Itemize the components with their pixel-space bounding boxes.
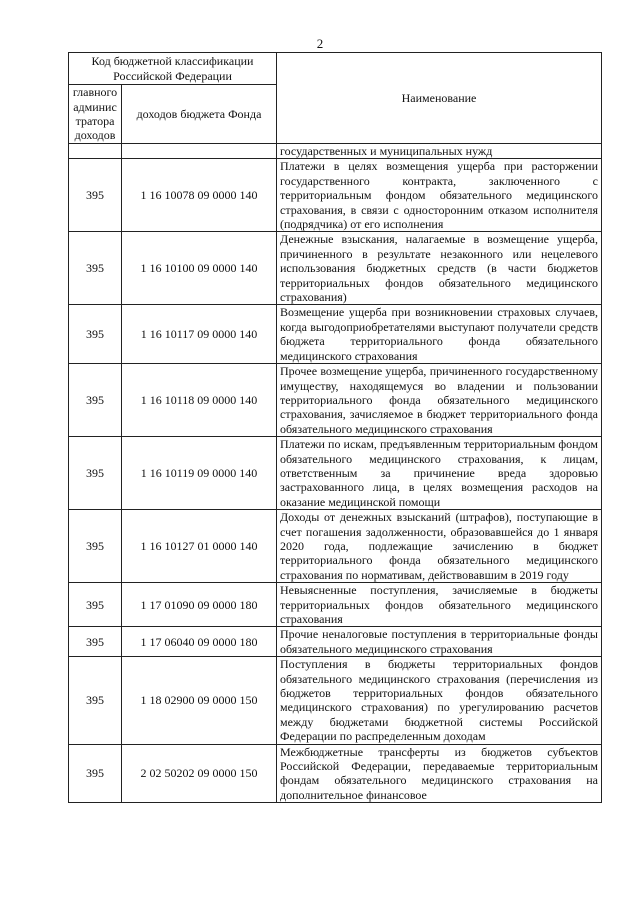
admin-code-cell: 395 bbox=[69, 437, 122, 510]
table-row bbox=[69, 744, 602, 803]
name-cell: Межбюджетные трансферты из бюджетов субъектов Российской Федерации, передаваемые территориальным фондам обязательного медицинского страхования на дополнительное финансовое bbox=[277, 744, 602, 803]
budget-classification-table bbox=[68, 52, 602, 803]
header-income: доходов бюджета Фонда bbox=[122, 85, 277, 144]
admin-code-cell: 395 bbox=[69, 744, 122, 803]
admin-code-cell: 395 bbox=[69, 232, 122, 305]
page-number: 2 bbox=[316, 36, 324, 51]
income-code-cell: 1 16 10127 01 0000 140 bbox=[122, 510, 277, 583]
admin-code-cell: 395 bbox=[69, 305, 122, 364]
admin-code-cell: 395 bbox=[69, 510, 122, 583]
income-code-cell: 1 16 10119 09 0000 140 bbox=[122, 437, 277, 510]
name-cell: Платежи в целях возмещения ущерба при расторжении государственного контракта, заключенного с территориальным фондом обязательного медицинского страхования, в связи с односторонним отказом исполнителя (подрядчика) от его исполнения bbox=[277, 159, 602, 232]
admin-code-cell: 395 bbox=[69, 364, 122, 437]
header-group-label: Код бюджетной классификации Российской Федерации bbox=[69, 53, 277, 85]
table-row bbox=[69, 159, 602, 232]
table-row bbox=[69, 305, 602, 364]
income-code-cell: 1 16 10117 09 0000 140 bbox=[122, 305, 277, 364]
table-row bbox=[69, 627, 602, 657]
name-cell: Возмещение ущерба при возникновении страховых случаев, когда выгодоприобретателями выступают получатели средств бюджета территориального фонда обязательного медицинского страхования bbox=[277, 305, 602, 364]
table-row bbox=[69, 657, 602, 744]
header-admin: главного админис тратора доходов bbox=[69, 85, 122, 144]
table-row bbox=[69, 583, 602, 627]
table-row bbox=[69, 364, 602, 437]
admin-code-cell: 395 bbox=[69, 583, 122, 627]
income-code-cell: 1 18 02900 09 0000 150 bbox=[122, 657, 277, 744]
income-code-cell: 2 02 50202 09 0000 150 bbox=[122, 744, 277, 803]
name-cell: Прочие неналоговые поступления в территориальные фонды обязательного медицинского страхования bbox=[277, 627, 602, 657]
table-body bbox=[69, 159, 602, 803]
table-row bbox=[69, 437, 602, 510]
name-cell: Невыясненные поступления, зачисляемые в бюджеты территориальных фондов обязательного медицинского страхования bbox=[277, 583, 602, 627]
table-row bbox=[69, 510, 602, 583]
name-cell: Поступления в бюджеты территориальных фондов обязательного медицинского страхования (перечисления из бюджетов территориальных фондов обязательного медицинского страхования) по урегулированию расчетов между бюджетами бюджетной системы Российской Федерации по распределенным доходам bbox=[277, 657, 602, 744]
name-cell: Прочее возмещение ущерба, причиненного государственному имуществу, находящемуся во владении и пользовании территориального фонда обязательного медицинского страхования, зачисляемое в бюджет территориального фонда обязательного медицинского страхования bbox=[277, 364, 602, 437]
income-code-cell: 1 17 06040 09 0000 180 bbox=[122, 627, 277, 657]
admin-code-cell: 395 bbox=[69, 159, 122, 232]
income-code-cell: 1 17 01090 09 0000 180 bbox=[122, 583, 277, 627]
income-code-cell: 1 16 10100 09 0000 140 bbox=[122, 232, 277, 305]
name-cell: Платежи по искам, предъявленным территориальным фондом обязательного медицинского страхования, к лицам, ответственным за причинение вреда здоровью застрахованного лица, в целях возмещения расходов на оказание медицинской помощи bbox=[277, 437, 602, 510]
continuation-code bbox=[122, 144, 277, 159]
income-code-cell: 1 16 10118 09 0000 140 bbox=[122, 364, 277, 437]
admin-code-cell: 395 bbox=[69, 657, 122, 744]
name-cell: Доходы от денежных взысканий (штрафов), поступающие в счет погашения задолженности, образовавшейся до 1 января 2020 года, подлежащие зачислению в бюджет территориального фонда обязательного медицинского страхования по нормативам, действовавшим в 2019 году bbox=[277, 510, 602, 583]
continuation-row bbox=[69, 144, 602, 159]
continuation-text: государственных и муниципальных нужд bbox=[277, 144, 602, 159]
continuation-admin bbox=[69, 144, 122, 159]
admin-code-cell: 395 bbox=[69, 627, 122, 657]
income-code-cell: 1 16 10078 09 0000 140 bbox=[122, 159, 277, 232]
table-row bbox=[69, 232, 602, 305]
name-cell: Денежные взыскания, налагаемые в возмещение ущерба, причиненного в результате незаконного или нецелевого использования бюджетных средств (в части бюджетов территориальных фондов обязательного медицинского страхования) bbox=[277, 232, 602, 305]
header-name: Наименование bbox=[277, 53, 602, 144]
header-row-top bbox=[69, 53, 602, 85]
